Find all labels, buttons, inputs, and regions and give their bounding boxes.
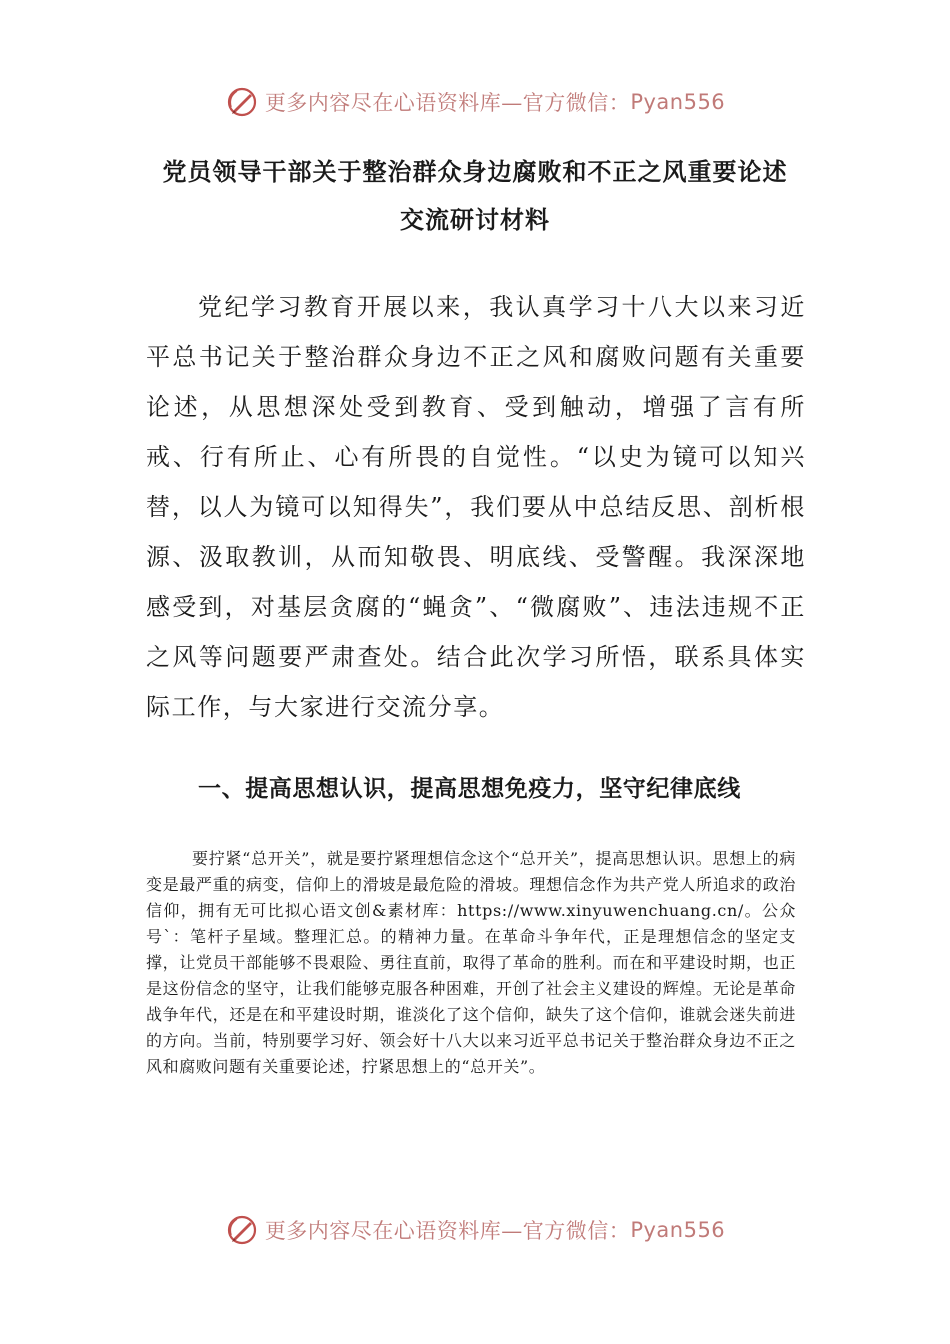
document-title-line-2: 交流研讨材料 [400, 205, 550, 234]
pen-logo-icon [225, 85, 259, 119]
watermark-text: 更多内容尽在心语资料库—官方微信： [264, 1219, 631, 1243]
section-1-paragraph: 要拧紧“总开关”，就是要拧紧理想信念这个“总开关”，提高思想认识。思想上的病变是最严重的病变，信仰上的滑坡是最危险的滑坡。理想信念作为共产党人所追求的政治信仰，拥有无可比拟心语文创&素材库：https://www.xinyuwenchuang.cn/。公众号`：笔杆子星域。整理汇总。的精神力量。在革命斗争年代，正是理想信念的坚定支撑，让党员干部能够不畏艰险、勇往直前，取得了革命的胜利。而在和平建设时期，也正是这份信念的坚守，让我们能够克服各种困难，开创了社会主义建设的辉煌。无论是革命战争年代，还是在和平建设时期，谁淡化了这个信仰，缺失了这个信仰，谁就会迷失前进的方向。当前，特别要学习好、领会好十八大以来习近平总书记关于整治群众身边不正之风和腐败问题有关重要论述，拧紧思想上的“总开关”。 [146, 849, 796, 1076]
watermark-text: 更多内容尽在心语资料库—官方微信： [264, 91, 631, 115]
intro-paragraph: 党纪学习教育开展以来，我认真学习十八大以来习近平总书记关于整治群众身边不正之风和腐败问题有关重要论述，从思想深处受到教育、受到触动，增强了言有所戒、行有所止、心有所畏的自觉性。“以史为镜可以知兴替，以人为镜可以知得失”，我们要从中总结反思、剖析根源、汲取教训，从而知敬畏、明底线、受警醒。我深深地感受到，对基层贪腐的“蝇贪”、“微腐败”、违法违规不正之风等问题要严肃查处。结合此次学习所悟，联系具体实际工作，与大家进行交流分享。 [146, 293, 806, 721]
header-watermark [0, 80, 950, 124]
footer-watermark [0, 1208, 950, 1252]
watermark-contact: Pyan556 [630, 1218, 726, 1242]
watermark-contact: Pyan556 [630, 90, 726, 114]
section-heading-1: 一、提高思想认识，提高思想免疫力，坚守纪律底线 [198, 775, 741, 802]
pen-logo-icon [225, 1213, 259, 1247]
document-title-line-1: 党员领导干部关于整治群众身边腐败和不正之风重要论述 [162, 157, 788, 186]
